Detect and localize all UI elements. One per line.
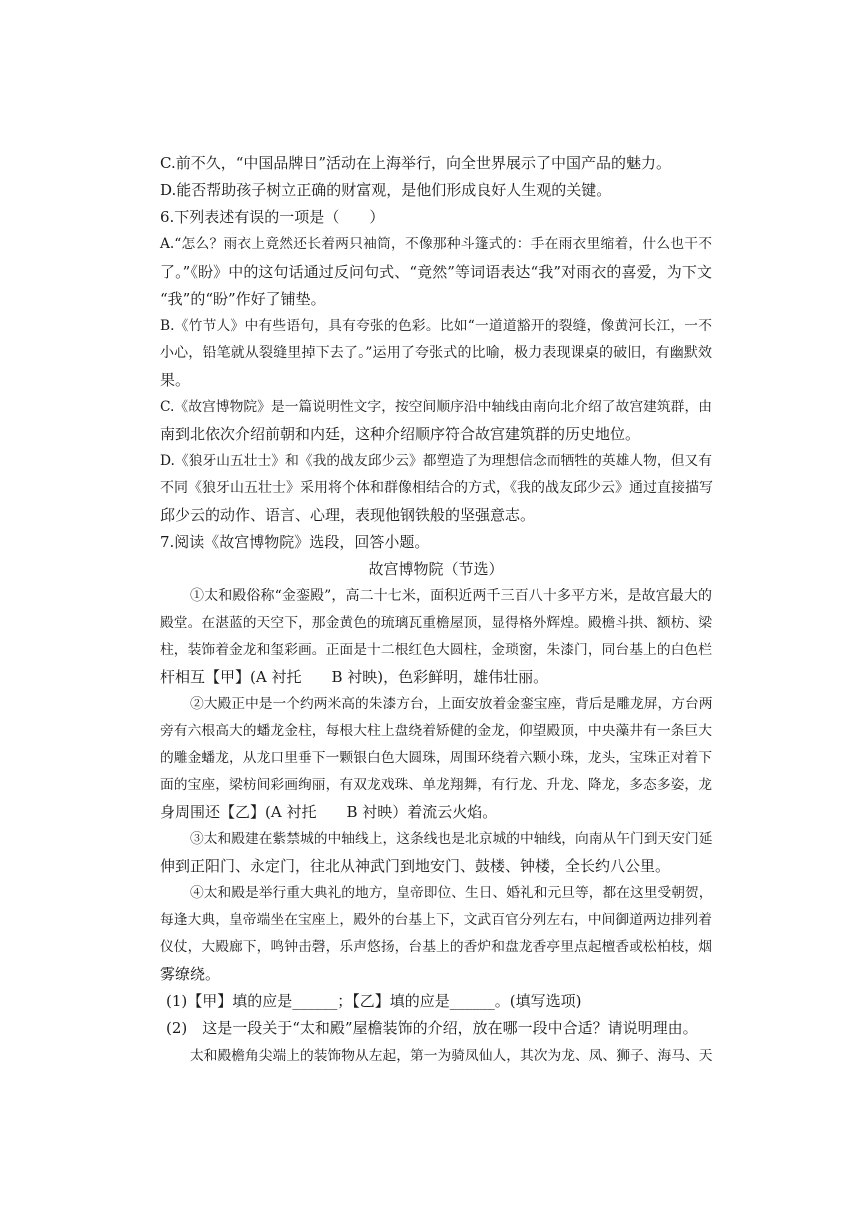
passage-title: 故宫博物院（节选）: [368, 560, 504, 578]
subquestion-2: (2) 这是一段关于“太和殿”屋檐装饰的介绍，放在哪一段中合适？请说明理由。: [166, 1019, 698, 1037]
q6-option-d-line3: 邱少云的动作、语言、心理，表现他钢铁般的坚强意志。: [160, 506, 536, 524]
option-c-line: C.前不久，“中国品牌日”活动在上海举行，向全世界展示了中国产品的魅力。: [160, 154, 672, 172]
subquestion-1: (1)【甲】填的应是______；【乙】填的应是______。(填写选项): [166, 992, 582, 1010]
para2-line5: 身周围还【乙】(A 衬托 B 衬映）着流云火焰。: [160, 803, 498, 821]
para2-line4: 面的宝座，梁枋间彩画绚丽，有双龙戏珠、单龙翔舞，有行龙、升龙、降龙，多态多姿，龙: [160, 777, 712, 793]
para1-line3: 柱，装饰着金龙和玺彩画。正面是十二根红色大圆柱，金琐窗，朱漆门，同台基上的白色栏: [160, 642, 712, 658]
option-d-line: D.能否帮助孩子树立正确的财富观，是他们形成良好人生观的关键。: [160, 181, 612, 199]
para2-line3: 的雕金蟠龙，从龙口里垂下一颗银白色大圆珠，周围环绕着六颗小珠，龙头，宝珠正对着下: [160, 750, 712, 766]
para4-line2: 每逢大典，皇帝端坐在宝座上，殿外的台基上下，文武百官分列左右，中间御道两边排列着: [160, 912, 712, 928]
para3-line1: ③太和殿建在紫禁城的中轴线上，这条线也是北京城的中轴线，向南从午门到天安门延: [190, 831, 713, 847]
q6-option-c-line2: 南到北依次介绍前朝和内廷，这种介绍顺序符合故宫建筑群的历史地位。: [160, 425, 641, 443]
q6-option-c-line1: C.《故宫博物院》是一篇说明性文字，按空间顺序沿中轴线由南向北介绍了故宫建筑群，由: [160, 399, 712, 415]
para1-line4: 杆相互【甲】(A 衬托 B 衬映)，色彩鲜明，雄伟壮丽。: [160, 668, 549, 686]
question-7-stem: 7.阅读《故宫博物院》选段，回答小题。: [160, 533, 430, 551]
para4-line4: 雾缭绕。: [160, 965, 221, 983]
subquestion-2-material: 太和殿檐角尖端上的装饰物从左起，第一为骑凤仙人，其次为龙、凤、狮子、海马、天: [190, 1048, 713, 1064]
q6-option-a-line3: “我”的“盼”作好了铺垫。: [160, 290, 326, 308]
q6-option-b-line1: B.《竹节人》中有些语句，具有夸张的色彩。比如“一道道豁开的裂缝，像黄河长江，一不: [160, 318, 712, 334]
para4-line1: ④太和殿是举行重大典礼的地方，皇帝即位、生日、婚礼和元旦等，都在这里受朝贺，: [190, 885, 713, 901]
para2-line2: 旁有六根高大的蟠龙金柱，每根大柱上盘绕着矫健的金龙，仰望殿顶，中央藻井有一条巨大: [160, 723, 712, 739]
q6-option-d-line1: D.《狼牙山五壮士》和《我的战友邱少云》都塑造了为理想信念而牺牲的英雄人物，但又有: [160, 453, 712, 469]
para1-line1: ①太和殿俗称“金銮殿”，高二十七米，面积近两千三百八十多平方米，是故宫最大的: [190, 588, 712, 604]
q6-option-b-line3: 果。: [160, 371, 191, 389]
q6-option-a-line2: 了。”《盼》中的这句话通过反问句式、“竟然”等词语表达“我”对雨衣的喜爱，为下文: [160, 263, 712, 281]
q6-option-a-line1: A.“怎么？雨衣上竟然还长着两只袖筒，不像那种斗篷式的：手在雨衣里缩着，什么也干不: [160, 236, 712, 252]
q6-option-d-line2: 不同《狼牙山五壮士》采用将个体和群像相结合的方式，《我的战友邱少云》通过直接描写: [160, 480, 713, 496]
question-6-stem: 6.下列表述有误的一项是（ ）: [160, 208, 385, 226]
q6-option-b-line2: 小心，铅笔就从裂缝里掉下去了。”运用了夸张式的比喻，极力表现课桌的破旧，有幽默效: [160, 345, 712, 361]
para1-line2: 殿堂。在湛蓝的天空下，那金黄色的琉璃瓦重檐屋顶，显得格外辉煌。殿檐斗拱、额枋、梁: [160, 615, 712, 631]
para3-line2: 伸到正阳门、永定门，往北从神武门到地安门、鼓楼、钟楼，全长约八公里。: [160, 857, 671, 875]
para4-line3: 仪仗，大殿廊下，鸣钟击磬，乐声悠扬，台基上的香炉和盘龙香亭里点起檀香或松柏枝，烟: [160, 939, 712, 955]
para2-line1: ②大殿正中是一个约两米高的朱漆方台，上面安放着金銮宝座，背后是雕龙屏，方台两: [190, 696, 713, 712]
